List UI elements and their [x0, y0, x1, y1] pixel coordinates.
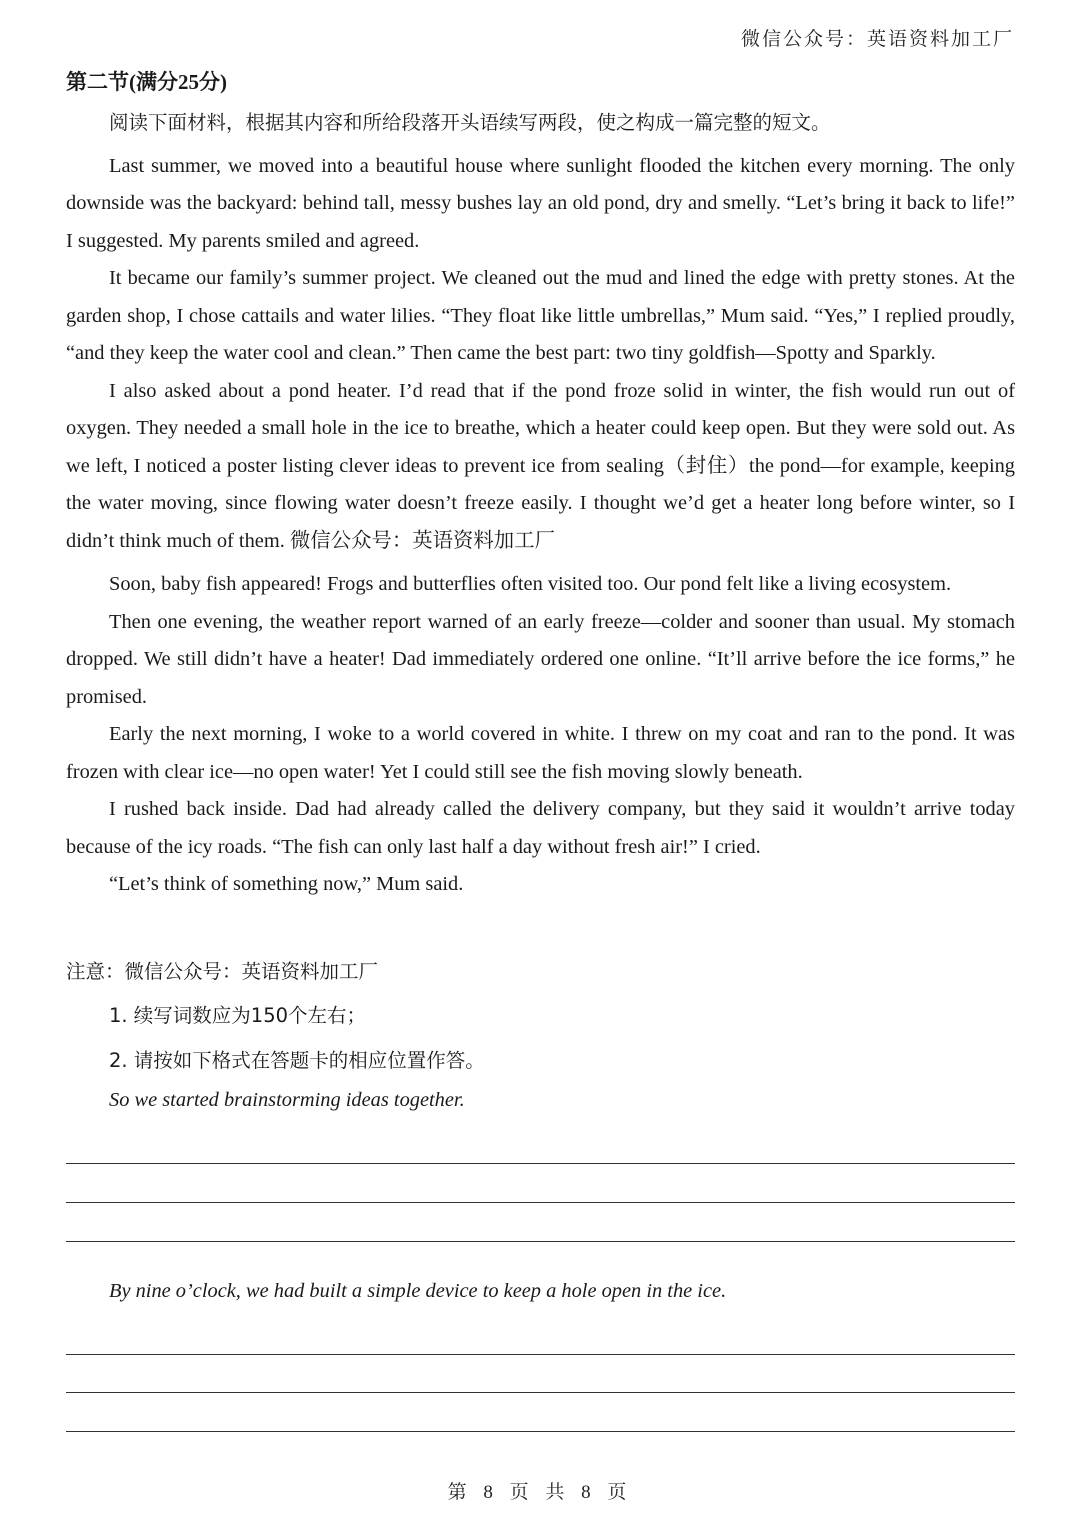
passage-paragraph: Last summer, we moved into a beautiful house where sunlight flooded the kitchen every morning. The only downside was the backyard: behind tall, messy bushes lay an old pond, dry and smelly. “Let’s bring it back to life!” I suggested. My parents smiled and agreed.: [66, 154, 1015, 252]
notes-heading: 注意：微信公众号：英语资料加工厂: [66, 960, 379, 983]
passage-paragraph: It became our family’s summer project. We cleaned out the mud and lined the edge with pretty stones. At the garden shop, I chose cattails and water lilies. “They float like little umbrellas,” Mum said. “Yes,” I replied proudly, “and they keep the water cool and clean.” Then came the best part: two tiny goldfish—Spotty and Sparkly.: [66, 267, 1015, 364]
passage-paragraph: I also asked about a pond heater. I’d read that if the pond froze solid in winter, the fish would run out of oxygen. They needed a small hole in the ice to breathe, which a heater could keep open. But they were sold out. As we left, I noticed a poster listing clever ideas to prevent ice from sealing（封住）the pond—for example, keeping the water moving, since flowing water doesn’t freeze easily. I thought we’d get a heater long before winter, so I didn’t think much of them. 微信公众号：英语资料加工厂: [66, 379, 1015, 552]
continuation-prompt-second: By nine o’clock, we had built a simple device to keep a hole open in the ice.: [109, 1280, 727, 1302]
page-number-footer: 第 8 页 共 8 页: [447, 1482, 633, 1503]
passage-paragraph: I rushed back inside. Dad had already called the delivery company, but they said it wouldn’t arrive today because of the icy roads. “The fish can only last half a day without fresh air!” I cried.: [66, 798, 1015, 858]
note-item: 2. 请按如下格式在答题卡的相应位置作答。: [109, 1049, 485, 1072]
reading-passage: [66, 104, 1015, 904]
passage-paragraph: Then one evening, the weather report warned of an early freeze—colder and sooner than usual. My stomach dropped. We still didn’t have a heater! Dad immediately ordered one online. “It’ll arrive before the ice forms,” he promised.: [66, 610, 1015, 708]
answer-line[interactable]: [66, 1392, 1015, 1393]
passage-paragraph: Early the next morning, I woke to a world covered in white. I threw on my coat and ran to the pond. It was frozen with clear ice—no open water! Yet I could still see the fish moving slowly beneath.: [66, 723, 1015, 783]
task-instruction: 阅读下面材料，根据其内容和所给段落开头语续写两段，使之构成一篇完整的短文。: [109, 111, 831, 134]
passage-paragraph: “Let’s think of something now,” Mum said.: [109, 873, 464, 895]
answer-line[interactable]: [66, 1163, 1015, 1164]
answer-line[interactable]: [66, 1202, 1015, 1203]
header-watermark-note: 微信公众号：英语资料加工厂: [740, 29, 1014, 50]
note-item: 1. 续写词数应为150个左右；: [109, 1004, 367, 1027]
answer-line[interactable]: [66, 1431, 1015, 1432]
section-title: 第二节(满分25分): [66, 70, 227, 94]
answer-line[interactable]: [66, 1354, 1015, 1355]
continuation-prompt-first: So we started brainstorming ideas together.: [109, 1089, 465, 1111]
answer-line[interactable]: [66, 1241, 1015, 1242]
passage-paragraph: Soon, baby fish appeared! Frogs and butterflies often visited too. Our pond felt like a living ecosystem.: [109, 573, 952, 595]
